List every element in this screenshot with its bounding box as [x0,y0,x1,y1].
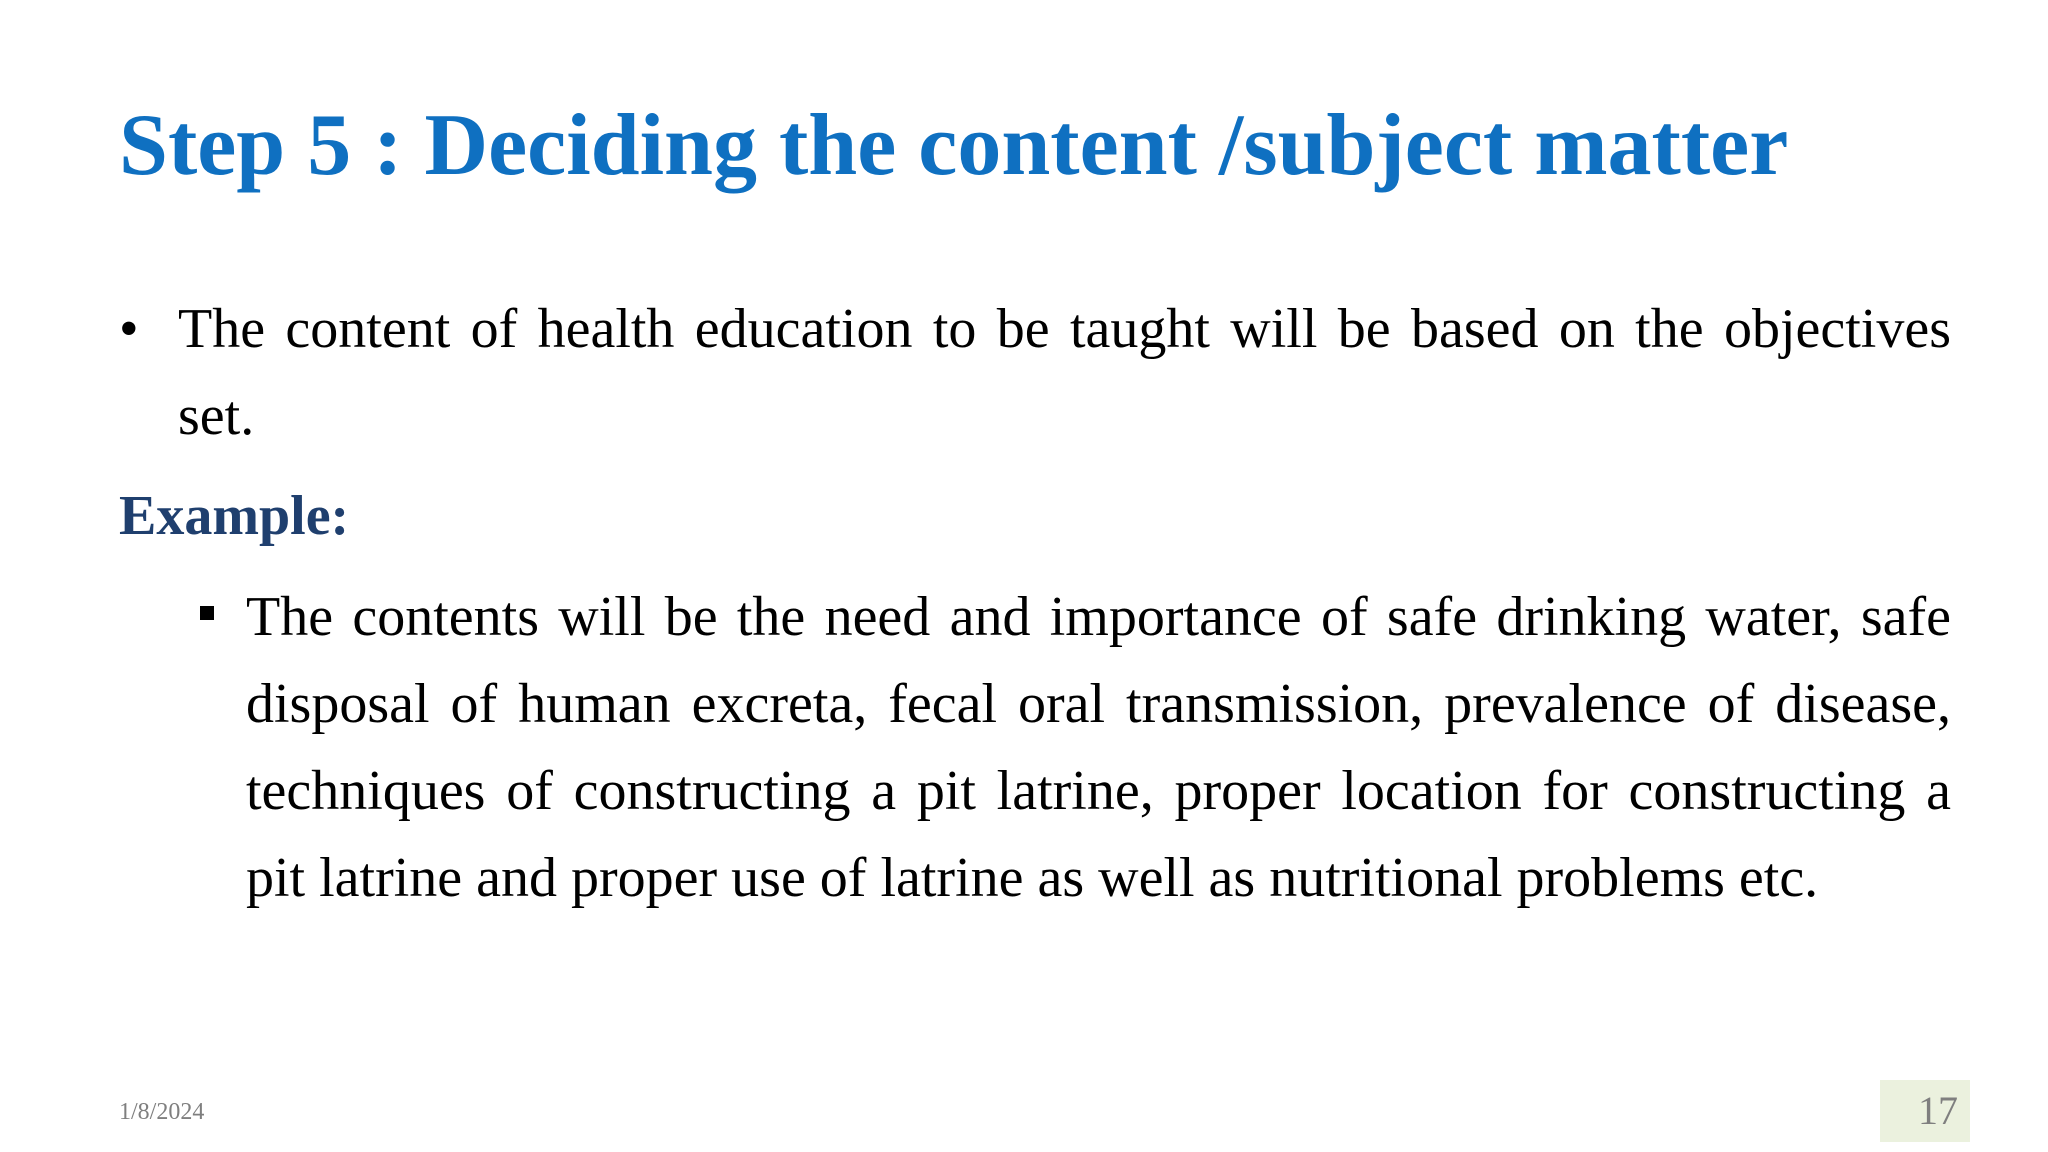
bullet-marker: • [119,298,139,360]
bullet-item [119,286,1951,460]
page-number: 17 [1880,1080,1970,1142]
sub-bullet-text: The contents will be the need and importance of safe drinking water, safe disposal of human excreta, fecal oral transmission, prevalence of disease, techniques of constructing a pit latrine, proper location for constructing a pit latrine and proper use of latrine as well as nutritional problems etc. [246,586,1951,909]
footer-date: 1/8/2024 [119,1099,205,1125]
bullet-text: The content of health education to be taught will be based on the objectives set. [178,298,1951,447]
example-label: Example: [119,485,350,547]
slide-title: Step 5 : Deciding the content /subject matter [119,97,1789,194]
square-bullet-icon [200,606,214,620]
sub-bullet-item [200,574,1951,922]
